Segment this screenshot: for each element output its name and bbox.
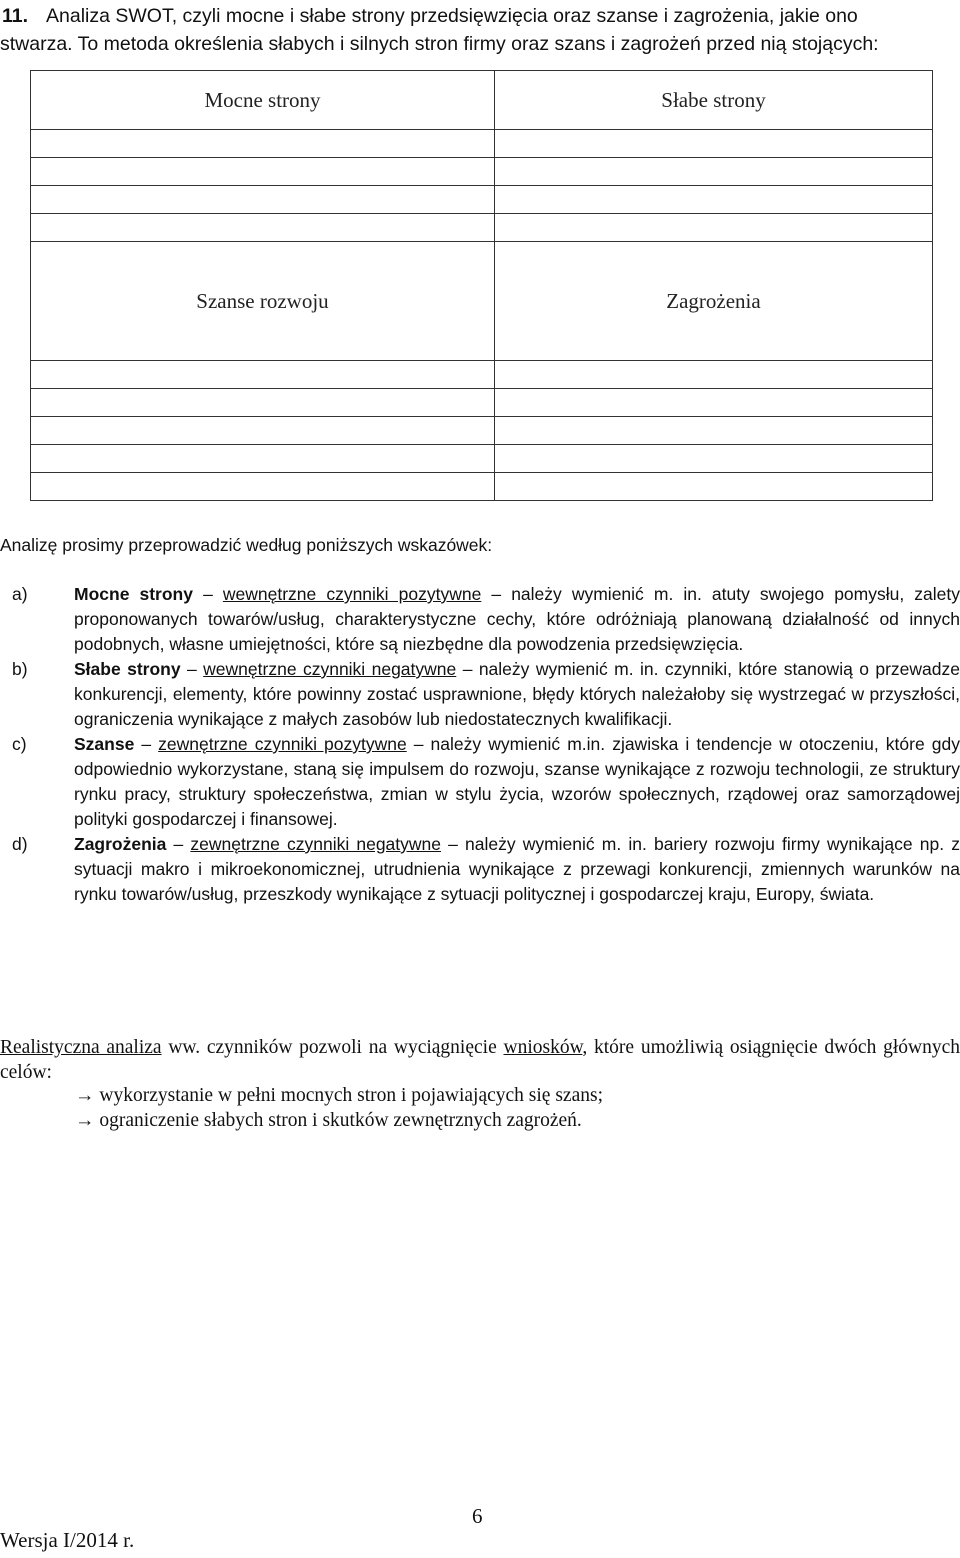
heading-line1: Analiza SWOT, czyli mocne i słabe strony przedsięwzięcia oraz szanse i zagrożenia, jakie ono xyxy=(46,5,858,27)
guideline-text: – należy wymienić m. in. atuty swojego pomysłu, zalety proponowanych towarów/usług, charakterystyczne cechy, które odróżniają planowaną działalność od innych podobnych, własne umiejętności, które są niezbędne dla powodzenia przedsięwzięcia. xyxy=(74,584,960,654)
opportunities-header: Szanse rozwoju xyxy=(31,242,495,361)
guideline-term: Mocne strony xyxy=(74,584,193,604)
strength-cell[interactable] xyxy=(31,214,495,242)
realistic-analysis-link: Realistyczna analiza xyxy=(0,1037,162,1058)
strengths-row xyxy=(31,186,933,214)
conclusion-mid1: ww. czynników pozwoli na wyciągnięcie xyxy=(161,1037,504,1058)
strengths-row xyxy=(31,158,933,186)
guideline-category: zewnętrzne czynniki pozytywne xyxy=(158,734,407,754)
weakness-cell[interactable] xyxy=(495,158,933,186)
swot-table xyxy=(30,70,933,501)
guideline-category: wewnętrzne czynniki pozytywne xyxy=(222,584,482,604)
guideline-item xyxy=(0,657,960,732)
threat-cell[interactable] xyxy=(495,389,933,417)
strengths-row xyxy=(31,214,933,242)
guideline-label: b) xyxy=(12,659,28,679)
strength-cell[interactable] xyxy=(31,158,495,186)
goal-item-1: → wykorzystanie w pełni mocnych stron i pojawiających się szans; xyxy=(75,1085,603,1106)
guidelines-list xyxy=(0,582,960,907)
threat-cell[interactable] xyxy=(495,473,933,501)
guideline-text: – należy wymienić m. in. czynniki, które stanowią o przewadze konkurencji, elementy, które powinny zostać usprawnione, błędy których należałoby się wystrzegać w przyszłości, ograniczenia wynikające z małych zasobów lub niedostatecznych kwalifikacji. xyxy=(74,659,960,729)
opportunities-row xyxy=(31,417,933,445)
opportunities-row xyxy=(31,361,933,389)
guideline-dash: – xyxy=(141,734,152,754)
guideline-text: – należy wymienić m.in. zjawiska i tendencje w otoczeniu, które gdy odpowiednio wykorzystane, staną się impulsem do rozwoju, szanse wynikające z rozwoju technologii, ze struktury rynku pracy, struktury społeczeństwa, zmian w stylu życia, wzorów społecznych, rządowej oraz samorządowej polityki gospodarczej i finansowej. xyxy=(74,734,960,829)
threat-cell[interactable] xyxy=(495,361,933,389)
guideline-label: c) xyxy=(12,734,27,754)
version-label: Wersja I/2014 r. xyxy=(0,1528,135,1552)
weakness-cell[interactable] xyxy=(495,186,933,214)
strength-cell[interactable] xyxy=(31,186,495,214)
opportunity-cell[interactable] xyxy=(31,389,495,417)
guideline-dash: – xyxy=(203,584,213,604)
threat-cell[interactable] xyxy=(495,445,933,473)
strengths-row xyxy=(31,130,933,158)
guideline-term: Słabe strony xyxy=(74,659,181,679)
strength-cell[interactable] xyxy=(31,130,495,158)
page-number: 6 xyxy=(472,1504,483,1528)
guideline-text: – należy wymienić m. in. bariery rozwoju firmy wynikające np. z sytuacji makro i mikroekonomicznej, utrudnienia wynikające z przewagi konkurencji, zmiennych warunków na rynku towarów/usług, przeszkody wynikające z sytuacji politycznej i gospodarczej kraju, Europy, świata. xyxy=(74,834,960,904)
guideline-dash: – xyxy=(187,659,197,679)
conclusions-link: wniosków xyxy=(503,1037,583,1058)
guideline-category: zewnętrzne czynniki negatywne xyxy=(190,834,442,854)
guideline-item xyxy=(0,732,960,832)
weakness-cell[interactable] xyxy=(495,130,933,158)
weakness-cell[interactable] xyxy=(495,214,933,242)
section-heading xyxy=(0,2,960,58)
guideline-label: a) xyxy=(12,584,28,604)
weaknesses-header: Słabe strony xyxy=(495,71,933,130)
guideline-term: Zagrożenia xyxy=(74,834,167,854)
guideline-label: d) xyxy=(12,834,28,854)
conclusion-paragraph xyxy=(0,1035,960,1085)
guideline-term: Szanse xyxy=(74,734,135,754)
heading-line2: stwarza. To metoda określenia słabych i silnych stron firmy oraz szans i zagrożeń przed nią stojących: xyxy=(0,33,879,55)
opportunity-cell[interactable] xyxy=(31,473,495,501)
opportunity-cell[interactable] xyxy=(31,445,495,473)
guideline-dash: – xyxy=(173,834,184,854)
guideline-item xyxy=(0,832,960,907)
intro-text: Analizę prosimy przeprowadzić według poniższych wskazówek: xyxy=(0,535,493,555)
threats-header: Zagrożenia xyxy=(495,242,933,361)
opportunity-cell[interactable] xyxy=(31,361,495,389)
section-number: 11. xyxy=(2,5,29,27)
opportunities-row xyxy=(31,473,933,501)
conclusion-mid2: , które umożliwią osiągnięcie dwóch głównych celów: xyxy=(0,1037,960,1083)
threat-cell[interactable] xyxy=(495,417,933,445)
goal-item-2: → ograniczenie słabych stron i skutków zewnętrznych zagrożeń. xyxy=(75,1110,582,1131)
guideline-item xyxy=(0,582,960,657)
opportunity-cell[interactable] xyxy=(31,417,495,445)
opportunities-row xyxy=(31,445,933,473)
opportunities-row xyxy=(31,389,933,417)
strengths-header: Mocne strony xyxy=(31,71,495,130)
guideline-category: wewnętrzne czynniki negatywne xyxy=(203,659,457,679)
